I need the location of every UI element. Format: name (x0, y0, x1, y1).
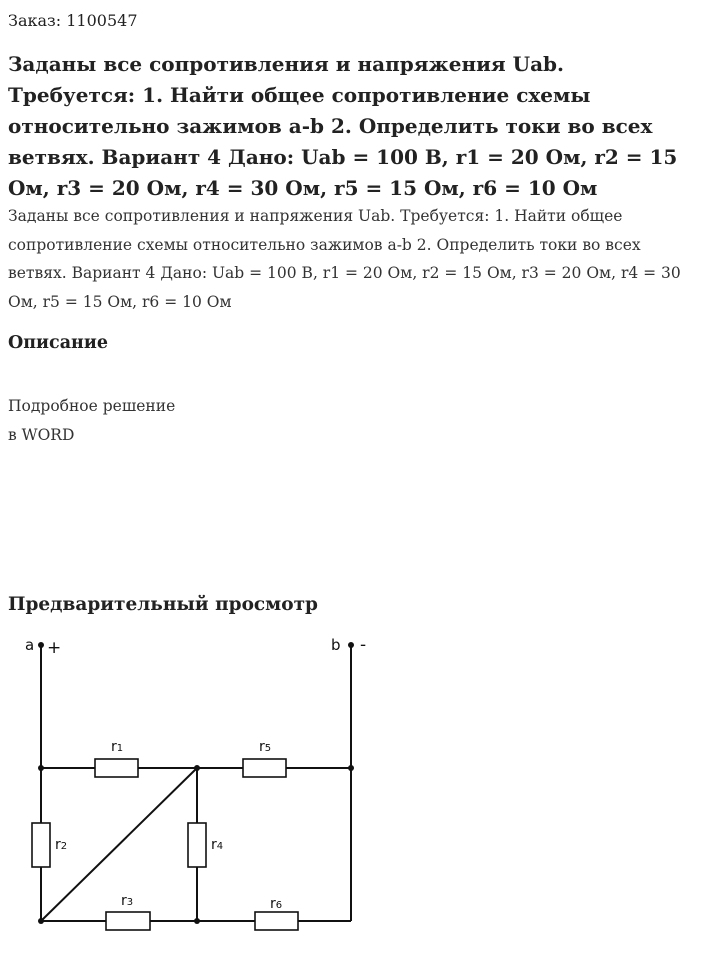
resistor-r1-label: r1 (111, 739, 124, 755)
terminal-a-dot (38, 642, 44, 648)
node-left-bottom (38, 918, 44, 924)
resistor-r4 (188, 823, 206, 867)
node-middle-bottom (194, 918, 200, 924)
resistor-r4-label: r4 (211, 837, 224, 853)
terminal-b-dot (348, 642, 354, 648)
preview-heading: Предварительный просмотр (8, 594, 318, 615)
terminal-b-label: b (331, 636, 341, 654)
terminal-b-sign: - (360, 635, 367, 655)
resistor-r1 (95, 759, 138, 777)
resistor-r3 (106, 912, 150, 930)
node-middle-top (194, 765, 200, 771)
resistor-r3-label: r3 (121, 893, 134, 909)
node-left-top (38, 765, 44, 771)
resistor-r2 (32, 823, 50, 867)
task-description: Заданы все сопротивления и напряжения Uab. Требуется: 1. Найти общее сопротивление схемы относительно зажимов a-b 2. Определить токи во всех ветвях. Вариант 4 Дано: Uab = 100 В, r1 = 20 Ом, r2 = 15 Ом, r3 = 20 Ом, r4 = 30 Ом, r5 = 15 Ом, r6 = 10 Ом (8, 207, 681, 311)
resistor-r6-label: r6 (270, 896, 283, 912)
circuit-wires (41, 645, 351, 921)
terminal-a-sign: + (47, 638, 62, 658)
page-title: Заданы все сопротивления и напряжения Uab. Требуется: 1. Найти общее сопротивление схемы относительно зажимов a-b 2. Определить токи во всех ветвях. Вариант 4 Дано: Uab = 100 В, r1 = 20 Ом, r2 = 15 Ом, r3 = 20 Ом, r4 = 30 Ом, r5 = 15 Ом, r6 = 10 Ом (8, 52, 678, 200)
order-number: Заказ: 1100547 (8, 11, 138, 30)
resistor-r5-label: r5 (259, 739, 272, 755)
node-right-top (348, 765, 354, 771)
resistor-r5 (243, 759, 286, 777)
description-heading: Описание (8, 333, 108, 353)
description-line-2: в WORD (8, 426, 75, 444)
resistor-r6 (255, 912, 298, 930)
terminal-a-label: a (25, 636, 35, 654)
resistor-r2-label: r2 (55, 837, 68, 853)
circuit-diagram (0, 625, 420, 945)
description-line-1: Подробное решение (8, 397, 176, 415)
